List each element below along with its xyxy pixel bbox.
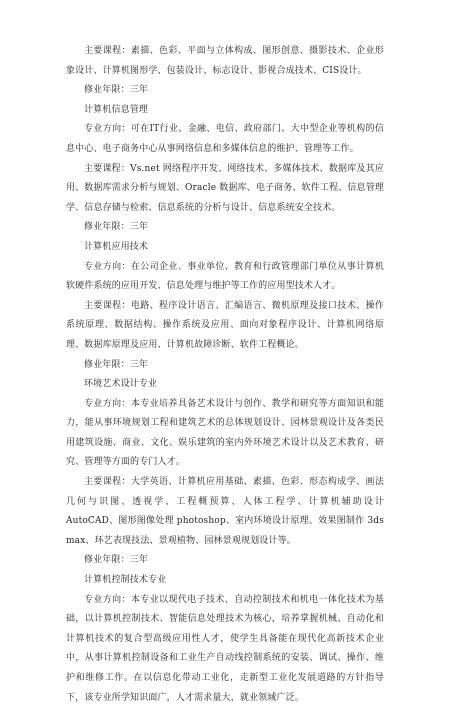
paragraph-direction-info-management: 专业方向：可在IT行业、金融、电信、政府部门、大中型企业等机构的信息中心、电子商务中心从事网络信息和多媒体信息的维护、管理等工作。 — [66, 124, 384, 154]
major-title-info-management: 计算机信息管理 — [84, 104, 149, 115]
paragraph-duration-1: 修业年限：三年 — [84, 85, 149, 96]
paragraph-courses-computer-application: 主要课程：电路、程序设计语言、汇编语言、微机原理及接口技术、操作系统原理、数据结构、操作系统及应用、面向对象程序设计、计算机网络原理、数据库原理及应用、计算机故障诊断、软件工程概论。 — [66, 300, 384, 350]
major-title-computer-application: 计算机应用技术 — [84, 241, 149, 252]
paragraph-duration-2: 修业年限：三年 — [84, 222, 149, 233]
paragraph-courses-design: 主要课程：素描、色彩、平面与立体构成、图形创意、摄影技术、企业形象设计、计算机图形学、包装设计、标志设计、影视合成技术、CIS设计。 — [66, 46, 384, 76]
major-title-computer-control: 计算机控制技术专业 — [84, 575, 167, 586]
paragraph-direction-computer-application: 专业方向：在公司企业、事业单位、教育和行政管理部门单位从事计算机软硬件系统的应用开发、信息处理与维护等工作的应用型技术人才。 — [66, 261, 384, 292]
document-body — [66, 42, 384, 708]
paragraph-direction-computer-control: 专业方向：本专业以现代电子技术、自动控制技术和机电一体化技术为基础，以计算机控制技术、智能信息处理技术为核心，培养掌握机械、自动化和计算机技术的复合型高级应用性人才，使学生具备能在现代化高新技术企业中，从事计算机控制设备和工业生产自动线控制系统的安装、调试、操作、维护和维修工作。在以信息化带动工业化，走新型工业化发展道路的方针指导下，该专业所学知识面广，人才需求量大，就业领域广泛。 — [66, 594, 384, 703]
paragraph-direction-environmental-art: 专业方向：本专业培养具备艺术设计与创作、教学和研究等方面知识和能力，能从事环境规划工程和建筑艺术的总体规划设计、园林景观设计及各类民用建筑设施、商业、文化、娱乐建筑的室内外环境艺术设计以及艺术教育、研究、管理等方面的专门人才。 — [66, 398, 384, 468]
paragraph-duration-3: 修业年限：三年 — [84, 359, 149, 370]
paragraph-courses-info-management: 主要课程：Vs.net 网络程序开发、网络技术、多媒体技术、数据库及其应用、数据库需求分析与规划、Oracle 数据库、电子商务、软件工程、信息管理学、信息存储与检索、信息系统的分析与设计、信息系统安全技术。 — [66, 163, 384, 213]
paragraph-duration-4: 修业年限：三年 — [84, 555, 149, 566]
paragraph-courses-environmental-art: 主要课程：大学英语、计算机应用基础、素描、色彩、形态构成学、画法几何与识图、透视学、工程概预算、人体工程学、计算机辅助设计 AutoCAD、图形图像处理 photoshop、室内环境设计原理、效果图制作 3ds max、环艺表现技法、景观植物、园林景观规划设计等。 — [66, 477, 384, 546]
major-title-environmental-art: 环境艺术设计专业 — [84, 379, 158, 390]
